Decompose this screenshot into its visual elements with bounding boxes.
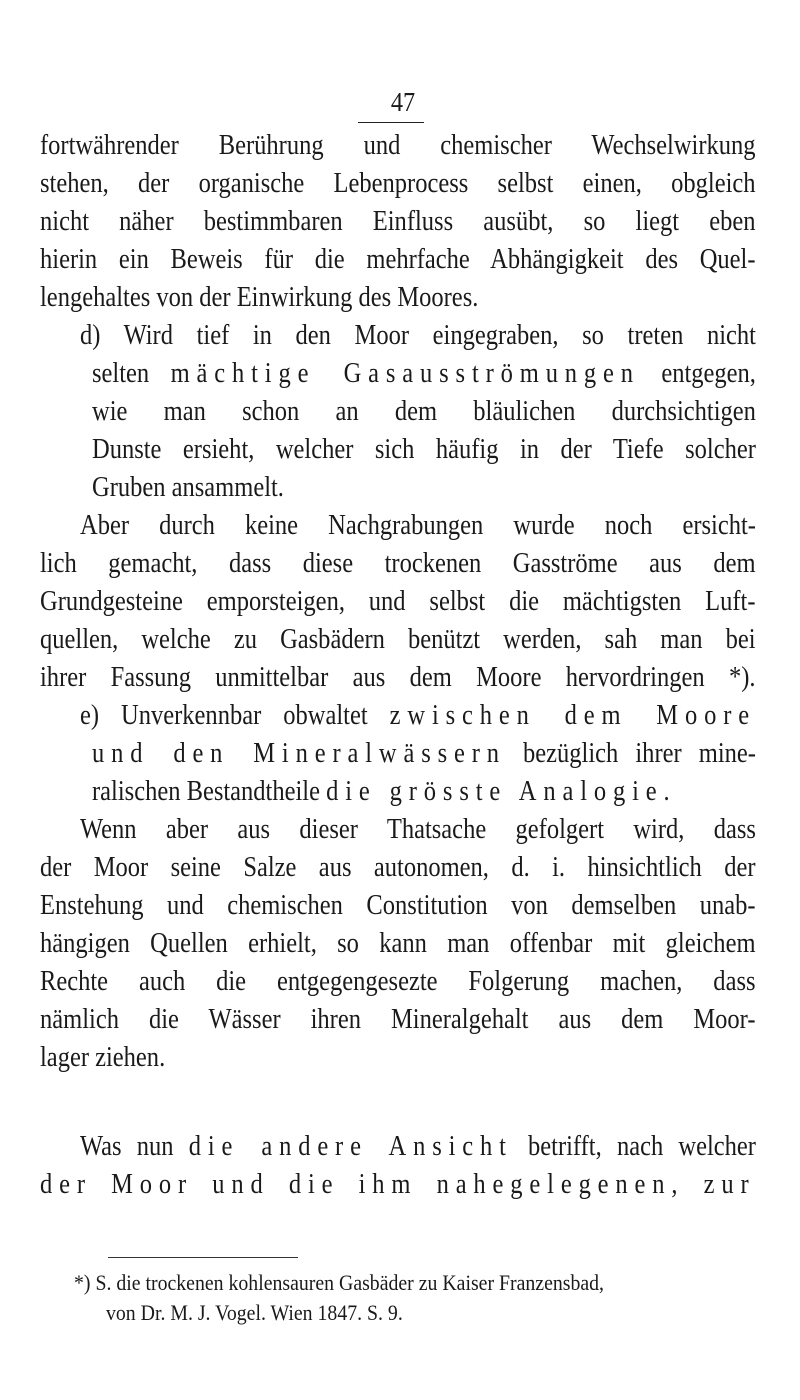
text-segment: e) Unverkennbar obwaltet (80, 700, 390, 731)
text-segment: der Moor seine Salze aus autonomen, d. i. hinsichtlich der (40, 852, 756, 883)
text-line (40, 127, 756, 164)
text-segment: Gruben ansammelt. (92, 472, 284, 503)
text-segment: Wenn aber aus dieser Thatsache gefolgert wird, dass (80, 814, 756, 845)
text-segment: fortwährender Berührung und chemischer Wechselwirkung (40, 130, 756, 161)
footnote-rule (108, 1257, 298, 1258)
text-line (40, 1039, 756, 1076)
spaced-emphasis: die grösste Analogie. (326, 776, 677, 807)
text-segment: nämlich die Wässer ihren Mineralgehalt aus dem Moor- (40, 1004, 756, 1035)
text-segment: ralischen Bestandtheile (92, 776, 327, 807)
text-segment: hängigen Quellen erhielt, so kann man offenbar mit gleichem (40, 928, 756, 959)
text-line (40, 583, 756, 620)
text-line (92, 469, 756, 506)
text-line (40, 659, 756, 696)
text-segment: betrifft, nach welcher (512, 1131, 756, 1162)
text-segment: lengehaltes von der Einwirkung des Moores. (40, 282, 479, 313)
text-line (80, 317, 756, 354)
spaced-emphasis: zwischen dem Moore (389, 700, 756, 731)
text-line (40, 963, 756, 1000)
text-segment: stehen, der organische Lebenprocess selbst einen, obgleich (40, 168, 756, 199)
text-line (40, 545, 756, 582)
spaced-emphasis: der Moor und die ihm nahegelegenen, zur (40, 1169, 756, 1200)
text-line (40, 925, 756, 962)
text-line (80, 507, 756, 544)
text-line (40, 203, 756, 240)
footnote-line: von Dr. M. J. Vogel. Wien 1847. S. 9. (106, 1300, 403, 1325)
text-line (40, 887, 756, 924)
text-segment: bezüglich ihrer mine- (505, 738, 756, 769)
text-line (92, 735, 756, 772)
text-line (40, 279, 756, 316)
text-segment: selten (92, 358, 171, 389)
text-line (80, 697, 756, 734)
text-segment: lich gemacht, dass diese trockenen Gasströme aus dem (40, 548, 756, 579)
text-segment: wie man schon an dem bläulichen durchsichtigen (92, 396, 756, 427)
text-line (92, 431, 756, 468)
text-line (92, 773, 756, 810)
text-segment: hierin ein Beweis für die mehrfache Abhängigkeit des Quel- (40, 244, 756, 275)
text-segment: entgegen, (639, 358, 756, 389)
spaced-emphasis: und den Mineralwässern (92, 738, 506, 769)
text-line (80, 1128, 756, 1165)
text-line (40, 849, 756, 886)
text-segment: Was nun (80, 1131, 189, 1162)
text-segment: ihrer Fassung unmittelbar aus dem Moore hervordringen *). (40, 662, 756, 693)
text-segment: d) Wird tief in den Moor eingegraben, so treten nicht (80, 320, 756, 351)
text-segment: Enstehung und chemischen Constitution von demselben unab- (40, 890, 756, 921)
text-segment: quellen, welche zu Gasbädern benützt werden, sah man bei (40, 624, 756, 655)
text-segment: Dunste ersieht, welcher sich häufig in der Tiefe solcher (92, 434, 756, 465)
text-line (40, 241, 756, 278)
text-line (40, 621, 756, 658)
text-segment: nicht näher bestimmbaren Einfluss ausübt, so liegt eben (40, 206, 756, 237)
text-line (40, 1166, 756, 1203)
text-line (92, 355, 756, 392)
text-segment: Aber durch keine Nachgrabungen wurde noch ersicht- (80, 510, 756, 541)
text-segment: Rechte auch die entgegengesezte Folgerung machen, dass (40, 966, 756, 997)
spaced-emphasis: die andere Ansicht (188, 1131, 513, 1162)
text-line (80, 811, 756, 848)
text-line (40, 1001, 756, 1038)
text-line (92, 393, 756, 430)
page-number: 47 (390, 87, 416, 117)
text-segment: lager ziehen. (40, 1042, 166, 1073)
footnote-line: *) S. die trockenen kohlensauren Gasbäder zu Kaiser Franzensbad, (74, 1270, 605, 1295)
spaced-emphasis: mächtige Gasausströmungen (170, 358, 640, 389)
text-line (40, 165, 756, 202)
text-segment: Grundgesteine emporsteigen, und selbst die mächtigsten Luft- (40, 586, 756, 617)
